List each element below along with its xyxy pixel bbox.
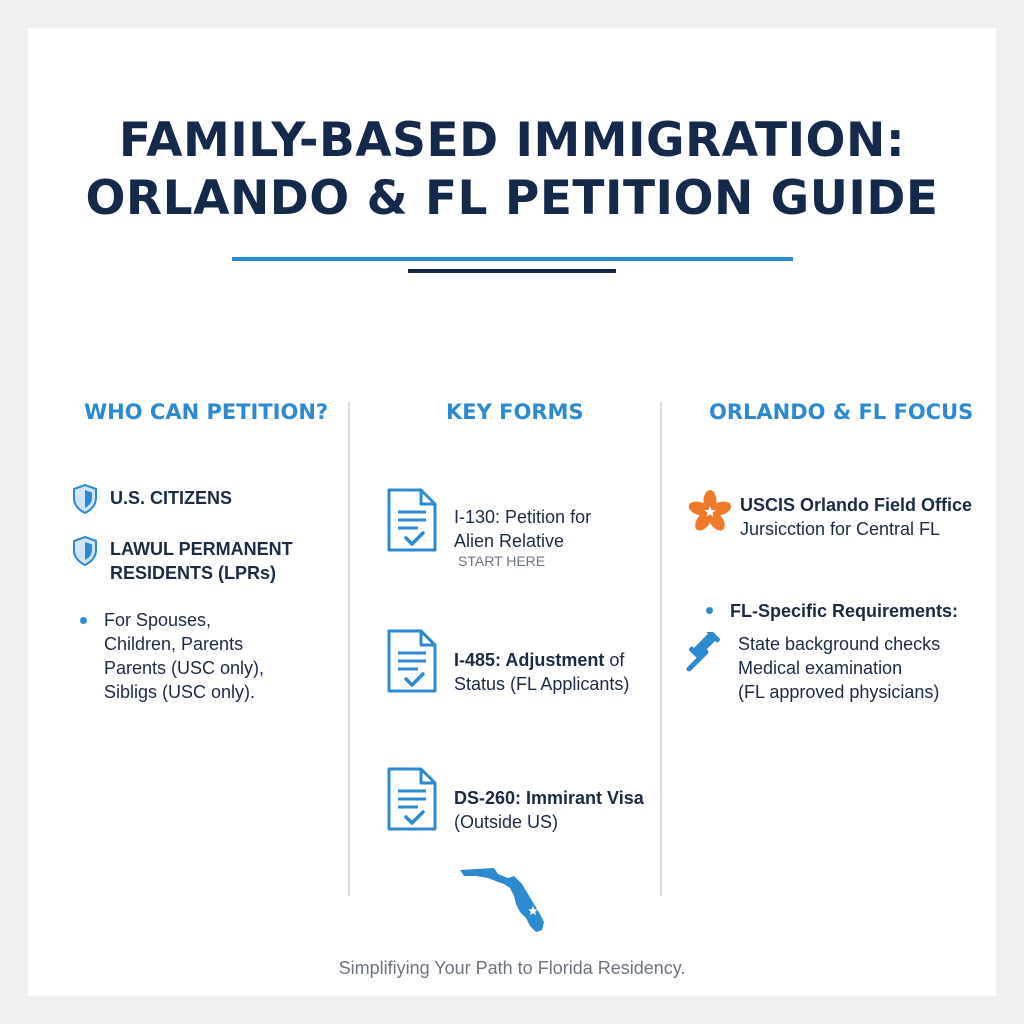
form-i130-line-2: Alien Relative xyxy=(454,531,565,551)
eligible-relatives-line: Parents (USC only), xyxy=(104,658,265,678)
us-citizens-label: U.S. CITIZENS xyxy=(110,488,233,508)
form-ds260-line-2: (Outside US) xyxy=(454,812,559,832)
title-line-1: FAMILY-BASED IMMIGRATION: xyxy=(118,113,906,168)
page-title xyxy=(0,112,1024,228)
fl-requirement-item: State background checks xyxy=(738,634,941,654)
eligible-relatives-line: Children, Parents xyxy=(104,634,244,654)
bullet xyxy=(80,617,87,624)
fl-requirement-item: Medical examination xyxy=(738,658,903,678)
title-rule-blue xyxy=(232,257,793,261)
document-check-icon xyxy=(386,628,438,694)
who-can-petition-heading: WHO CAN PETITION? xyxy=(84,400,329,424)
fl-requirements-heading: FL-Specific Requirements: xyxy=(730,601,959,621)
title-line-2: ORLANDO & FL PETITION GUIDE xyxy=(85,171,939,226)
form-i130-line-1: I-130: Petition for xyxy=(454,507,592,527)
orlando-office-jurisdiction: Jursicction for Central FL xyxy=(740,519,941,539)
form-i485-line-2: Status (FL Applicants) xyxy=(454,674,630,694)
orlando-office-title: USCIS Orlando Field Office xyxy=(740,495,973,515)
form-i485-title: I-485: Adjustment xyxy=(454,650,605,670)
eligible-relatives-line: For Spouses, xyxy=(104,610,212,630)
title-rule-navy xyxy=(408,269,616,273)
form-ds260-line-1: DS-260: Immirant Visa xyxy=(454,788,644,808)
footer-tagline: Simplifiying Your Path to Florida Residency. xyxy=(338,958,686,978)
document-check-icon xyxy=(386,487,438,553)
shield-icon xyxy=(72,536,98,566)
document-check-icon xyxy=(386,766,438,832)
florida-map-icon xyxy=(458,864,554,934)
shield-icon xyxy=(72,484,98,514)
key-forms-heading: KEY FORMS xyxy=(446,400,584,424)
form-i485-of: of xyxy=(604,650,625,670)
gavel-icon xyxy=(684,632,728,674)
lpr-label-line-1: LAWUL PERMANENT xyxy=(110,539,293,559)
form-i485-line-1 xyxy=(454,649,624,672)
flower-icon xyxy=(688,490,732,534)
fl-requirement-item: (FL approved physicians) xyxy=(738,682,940,702)
lpr-label-line-2: RESIDENTS (LPRs) xyxy=(110,563,277,583)
orlando-focus-heading: ORLANDO & FL FOCUS xyxy=(709,400,974,424)
column-divider-2 xyxy=(660,402,662,896)
column-divider-1 xyxy=(348,402,350,896)
bullet xyxy=(706,607,713,614)
eligible-relatives-line: Sibligs (USC only). xyxy=(104,682,256,702)
start-here-note: START HERE xyxy=(458,553,546,569)
